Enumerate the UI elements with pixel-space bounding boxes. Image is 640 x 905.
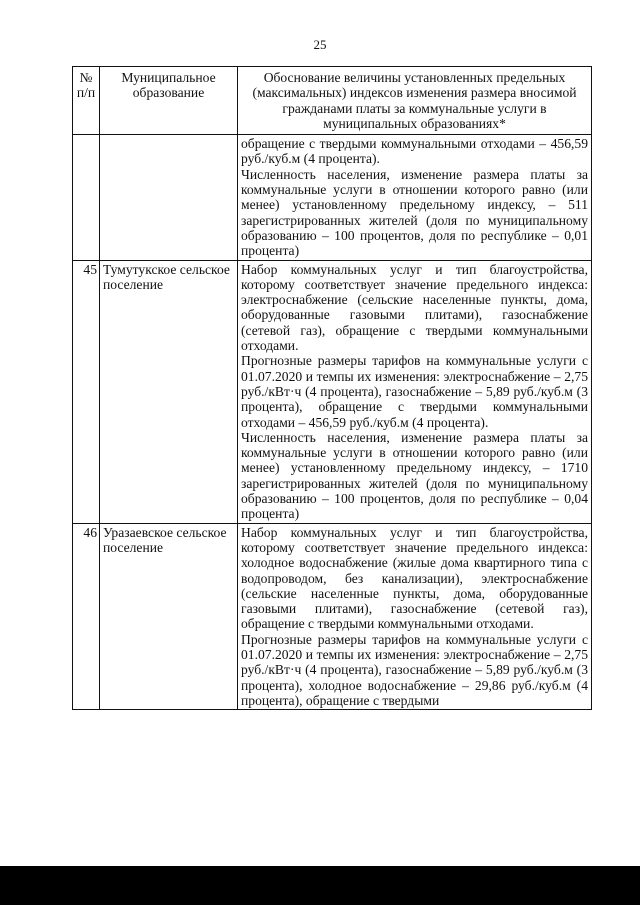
row-justification — [238, 135, 592, 260]
row-num: 46 — [73, 523, 100, 710]
header-justification: Обоснование величины установленных предельных (максимальных) индексов изменения размера вносимой гражданами платы за коммунальные услуги в муниципальных образованиях* — [238, 67, 592, 135]
page-number: 25 — [313, 37, 327, 52]
justification-paragraph: Набор коммунальных услуг и тип благоустройства, которому соответствует значение предельного индекса: холодное водоснабжение (жилые дома квартирного типа с водопроводом, без канализации), электроснабжение (сельские населенные пункты, дома, оборудованные газовыми плитами), газоснабжение (сетевой газ), обращение с твердыми коммунальными отходами. — [241, 524, 588, 632]
justification-paragraph: Прогнозные размеры тарифов на коммунальные услуги с 01.07.2020 и темпы их изменения: электроснабжение – 2,75 руб./кВт·ч (4 процента), газоснабжение – 5,89 руб./куб.м (3 процента), холодное водоснабжение – 29,86 руб./куб.м (4 процента), обращение с твердыми — [241, 631, 588, 708]
justification-paragraph: Численность населения, изменение размера платы за коммунальные услуги в отношении которого равно (или менее) установленному предельному индексу, – 511 зарегистрированных жителей (доля по муниципальному образованию – 100 процентов, доля по республике – 0,01 процента) — [241, 166, 588, 259]
justification-paragraph: Набор коммунальных услуг и тип благоустройства, которому соответствует значение предельного индекса: электроснабжение (сельские населенные пункты, дома, оборудованные газовыми плитами), газоснабжение (сетевой газ), обращение с твердыми коммунальными отходами. — [241, 261, 588, 354]
table-row — [73, 135, 592, 260]
justification-paragraph: Численность населения, изменение размера платы за коммунальные услуги в отношении которого равно (или менее) установленному предельному индексу, – 1710 зарегистрированных жителей (доля по муниципальному образованию – 100 процентов, доля по республике – 0,04 процента) — [241, 429, 588, 522]
row-municipality: Уразаевское сельское поселение — [100, 523, 238, 710]
justification-paragraph: Прогнозные размеры тарифов на коммунальные услуги с 01.07.2020 и темпы их изменения: электроснабжение – 2,75 руб./кВт·ч (4 процента), газоснабжение – 5,89 руб./куб.м (3 процента), обращение с твердыми коммунальными отходами – 456,59 руб./куб.м (4 процента). — [241, 353, 588, 430]
row-justification — [238, 260, 592, 523]
table-row — [73, 260, 592, 523]
table-row — [73, 523, 592, 710]
row-num — [73, 135, 100, 260]
scan-bottom-border — [0, 866, 640, 905]
tariff-index-table — [72, 66, 592, 710]
row-municipality: Тумутукское сельское поселение — [100, 260, 238, 523]
header-municipality: Муниципальное образование — [100, 67, 238, 135]
row-num: 45 — [73, 260, 100, 523]
table-header-row — [73, 67, 592, 135]
row-justification — [238, 523, 592, 710]
row-municipality — [100, 135, 238, 260]
header-num: № п/п — [73, 67, 100, 135]
justification-paragraph: обращение с твердыми коммунальными отходами – 456,59 руб./куб.м (4 процента). — [241, 136, 588, 167]
